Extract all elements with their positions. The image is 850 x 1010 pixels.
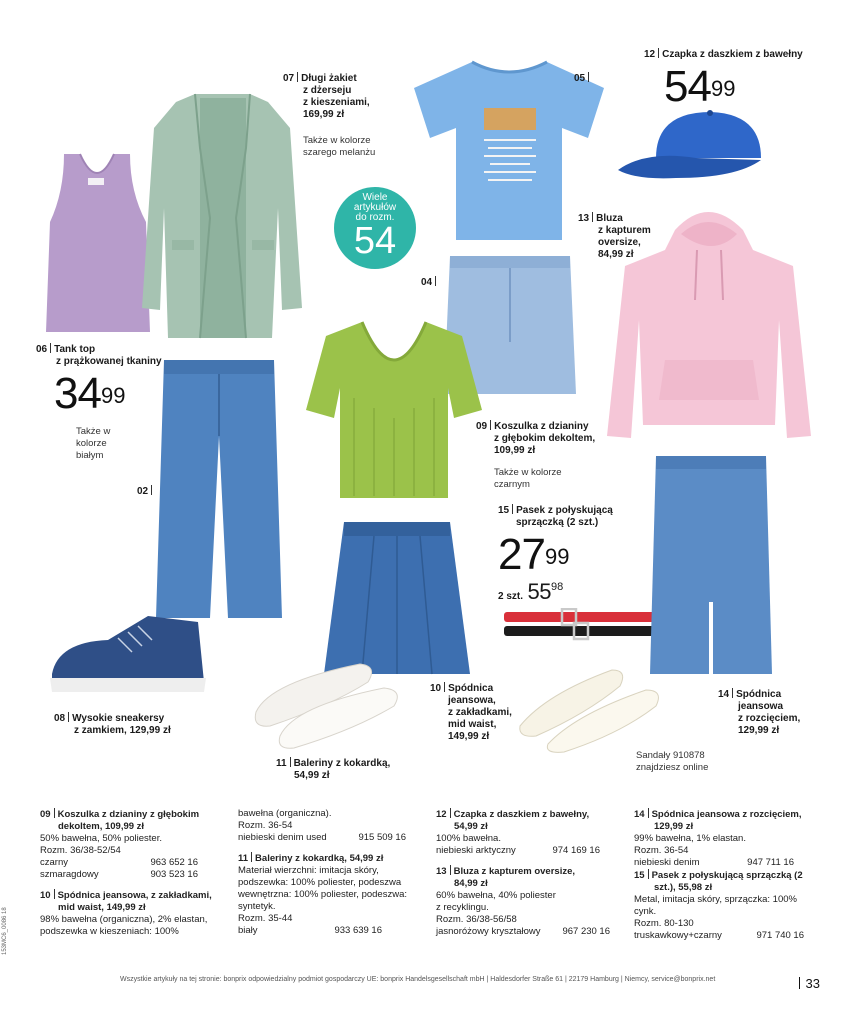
callout-t-shirt bbox=[574, 72, 592, 85]
callout-midi-skirt bbox=[718, 688, 800, 737]
item-number: 09 bbox=[40, 809, 51, 820]
price-dec: 99 bbox=[100, 383, 126, 408]
color-name: czarny bbox=[40, 857, 68, 868]
item-number: 05 bbox=[574, 73, 586, 84]
price-dec: 99 bbox=[710, 76, 736, 101]
color-name: biały bbox=[238, 925, 258, 936]
pair-price-int: 55 bbox=[527, 579, 551, 604]
color-name: niebieski arktyczny bbox=[436, 845, 516, 856]
item-price: 54,99 zł bbox=[294, 770, 330, 781]
material-text: Metal, imitacja skóry, sprzączka: 100% bbox=[634, 894, 797, 905]
item-name: Tank top bbox=[54, 344, 96, 355]
material-text: 50% bawełna, 50% poliester. bbox=[40, 833, 162, 844]
tank-top-image bbox=[42, 152, 152, 337]
callout-pleated-skirt bbox=[430, 682, 512, 743]
detail-title: Bluza z kapturem oversize, bbox=[453, 866, 576, 877]
item-price: 109,99 zł bbox=[494, 445, 536, 456]
item-name: Wysokie sneakersy bbox=[72, 713, 165, 724]
color-name: niebieski denim used bbox=[238, 832, 327, 843]
article-code: 903 523 16 bbox=[150, 869, 198, 880]
item-number: 07 bbox=[283, 73, 295, 84]
material-text: 99% bawełna, 1% elastan. bbox=[634, 833, 746, 844]
item-number: 12 bbox=[644, 49, 656, 60]
page-number: 33 bbox=[799, 976, 820, 991]
item-number: 13 bbox=[578, 213, 590, 224]
callout-tank-top bbox=[36, 343, 162, 462]
wide-jeans-image bbox=[154, 356, 284, 621]
item-name: Pasek z połyskującą bbox=[516, 505, 613, 516]
price-int: 54 bbox=[664, 62, 711, 111]
material-text-line2: podszewka w kieszeniach: 100% bbox=[40, 926, 179, 937]
item-name-line2: z zamkiem, 129,99 zł bbox=[74, 725, 171, 736]
material-text-line4: syntetyk. bbox=[238, 901, 276, 912]
footer-legal-text: Wszystkie artykuły na tej stronie: bonprix odpowiedzialny podmiot gospodarczy UE: bonprix Handelsgesellschaft mbH | Haldesdorfer Straße 61 | 22179 Hamburg | Niemcy, service@bonprix.net bbox=[120, 976, 716, 983]
cap-image bbox=[616, 108, 766, 183]
pair-label: 2 szt. bbox=[498, 591, 524, 602]
badge-size: 54 bbox=[353, 220, 397, 262]
material-text-line2: z recyklingu. bbox=[436, 902, 489, 913]
sneakers-image bbox=[48, 612, 208, 696]
size-text: Rozm. 36/38-56/58 bbox=[436, 914, 517, 925]
badge-text-1: Wiele bbox=[362, 192, 388, 203]
color-note: Także w kolorze bbox=[303, 135, 371, 146]
item-name-line2: jeansowa, bbox=[448, 695, 496, 706]
color-name: niebieski denim bbox=[634, 857, 700, 868]
item-name: Spódnica bbox=[448, 683, 494, 694]
callout-mini-skirt bbox=[421, 276, 439, 289]
item-number: 11 bbox=[238, 853, 249, 864]
price-big bbox=[664, 62, 803, 111]
item-number: 09 bbox=[476, 421, 488, 432]
color-name: jasnoróżowy kryształowy bbox=[436, 926, 541, 937]
detail-title: Baleriny z kokardką, 54,99 zł bbox=[255, 853, 384, 864]
detail-title-line2: dekoltem, 109,99 zł bbox=[58, 821, 145, 832]
item-number: 04 bbox=[421, 277, 433, 288]
item-price: 84,99 zł bbox=[598, 249, 634, 260]
item-name-line2: z prążkowanej tkaniny bbox=[56, 356, 162, 367]
size-badge bbox=[334, 187, 416, 269]
pair-price-dec: 98 bbox=[550, 581, 564, 593]
item-name-line3: z rozcięciem, bbox=[738, 713, 801, 724]
color-note-line3: białym bbox=[76, 450, 104, 461]
callout-belt bbox=[498, 504, 613, 605]
detail-title: Spódnica jeansowa, z zakładkami, bbox=[57, 890, 212, 901]
color-row bbox=[238, 925, 382, 937]
detail-title-line2: szt.), 55,98 zł bbox=[654, 882, 713, 893]
color-row bbox=[634, 857, 794, 869]
item-number: 13 bbox=[436, 866, 447, 877]
article-code: 963 652 16 bbox=[150, 857, 198, 868]
pleated-denim-skirt-image bbox=[322, 518, 472, 678]
details-column-4 bbox=[634, 808, 824, 942]
detail-title: Czapka z daszkiem z bawełny, bbox=[453, 809, 590, 820]
callout-ballerinas bbox=[276, 757, 390, 782]
item-price: 129,99 zł bbox=[738, 725, 780, 736]
badge-text-3: do rozm. bbox=[355, 212, 395, 223]
color-note-line2: czarnym bbox=[494, 479, 530, 490]
callout-sneakers bbox=[54, 712, 171, 737]
color-note-line2: kolorze bbox=[76, 438, 107, 449]
color-row bbox=[436, 845, 600, 857]
sandals-note: Sandały 910878 bbox=[636, 750, 705, 761]
detail-title-line2: 129,99 zł bbox=[654, 821, 694, 832]
article-code: 933 639 16 bbox=[334, 925, 382, 936]
item-number: 15 bbox=[498, 505, 510, 516]
article-code: 967 230 16 bbox=[562, 926, 610, 937]
color-name: truskawkowy+czarny bbox=[634, 930, 722, 941]
pair-price bbox=[498, 579, 613, 605]
price-big bbox=[54, 369, 162, 418]
material-text: 100% bawełna. bbox=[436, 833, 501, 844]
side-code: 153MC6_0086 18 bbox=[2, 907, 8, 955]
item-price: 149,99 zł bbox=[448, 731, 490, 742]
item-number: 14 bbox=[634, 809, 645, 820]
sandals-note-line2: znajdziesz online bbox=[636, 762, 709, 773]
belts-image bbox=[502, 608, 666, 644]
item-name-line2: sprzączką (2 szt.) bbox=[516, 517, 599, 528]
knit-top-image bbox=[304, 318, 484, 503]
item-name: Bluza bbox=[596, 213, 623, 224]
item-name-line3: z zakładkami, bbox=[448, 707, 512, 718]
price-int: 27 bbox=[498, 530, 545, 579]
item-number: 08 bbox=[54, 713, 66, 724]
article-code: 915 509 16 bbox=[358, 832, 406, 843]
details-column-2 bbox=[238, 808, 428, 937]
item-number: 15 bbox=[634, 870, 645, 881]
callout-cap bbox=[644, 48, 803, 109]
article-code: 974 169 16 bbox=[552, 845, 600, 856]
color-note-line2: szarego melanżu bbox=[303, 147, 376, 158]
price-int: 34 bbox=[54, 369, 101, 418]
article-code: 971 740 16 bbox=[756, 930, 804, 941]
item-name: Spódnica bbox=[736, 689, 782, 700]
color-row bbox=[238, 832, 406, 844]
size-text: Rozm. 35-44 bbox=[238, 913, 293, 924]
item-number: 06 bbox=[36, 344, 48, 355]
material-text: 98% bawełna (organiczna), 2% elastan, bbox=[40, 914, 208, 925]
details-column-1 bbox=[40, 808, 230, 938]
item-name-line3: z kieszeniami, bbox=[303, 97, 370, 108]
callout-jeans bbox=[137, 485, 155, 498]
item-number: 11 bbox=[276, 758, 287, 769]
color-name: szmaragdowy bbox=[40, 869, 99, 880]
detail-title-line2: 54,99 zł bbox=[454, 821, 488, 832]
size-text: Rozm. 36-54 bbox=[238, 820, 293, 831]
callout-knit-top bbox=[476, 420, 595, 491]
details-column-3 bbox=[436, 808, 626, 938]
price-big bbox=[498, 530, 613, 579]
item-name-line4: mid waist, bbox=[448, 719, 497, 730]
material-text-line3: bawełna (organiczna). bbox=[238, 808, 332, 819]
item-number: 10 bbox=[40, 890, 51, 901]
callout-blazer bbox=[283, 72, 375, 159]
material-text-line2: podszewka: 100% poliester, podeszwa bbox=[238, 877, 402, 888]
detail-title-line2: 84,99 zł bbox=[454, 878, 488, 889]
color-note: Także w kolorze bbox=[494, 467, 562, 478]
size-text: Rozm. 80-130 bbox=[634, 918, 694, 929]
item-name: Koszulka z dzianiny bbox=[494, 421, 589, 432]
material-text-line3: wewnętrzna: 100% poliester, podeszwa: bbox=[238, 889, 407, 900]
item-name-line2: z kapturem bbox=[598, 225, 651, 236]
ballerinas-image bbox=[250, 662, 406, 752]
item-name-line2: z dżerseju bbox=[303, 85, 352, 96]
color-note: Także w bbox=[76, 426, 111, 437]
size-text: Rozm. 36/38-52/54 bbox=[40, 845, 121, 856]
color-row bbox=[436, 926, 610, 938]
item-name: Długi żakiet bbox=[301, 73, 357, 84]
item-name: Baleriny z kokardką, bbox=[293, 758, 391, 769]
item-number: 14 bbox=[718, 689, 730, 700]
material-text: Materiał wierzchni: imitacja skóry, bbox=[238, 865, 379, 876]
price-dec: 99 bbox=[544, 544, 570, 569]
detail-title: Koszulka z dzianiny z głębokim bbox=[57, 809, 200, 820]
detail-title: Pasek z połyskującą sprzączką (2 bbox=[651, 870, 803, 881]
item-name-line2: jeansowa bbox=[738, 701, 784, 712]
callout-hoodie bbox=[578, 212, 651, 261]
color-row bbox=[40, 869, 198, 881]
detail-title: Spódnica jeansowa z rozcięciem, bbox=[651, 809, 802, 820]
item-name-line2: z głębokim dekoltem, bbox=[494, 433, 596, 444]
detail-title-line2: mid waist, 149,99 zł bbox=[58, 902, 146, 913]
article-code: 947 711 16 bbox=[747, 857, 794, 868]
material-text: 60% bawełna, 40% poliester bbox=[436, 890, 556, 901]
item-price: 169,99 zł bbox=[303, 109, 345, 120]
color-row bbox=[634, 930, 804, 942]
badge-text-2: artykułów bbox=[353, 202, 397, 213]
color-row bbox=[40, 857, 198, 869]
callout-sandals bbox=[636, 750, 708, 774]
item-name-line3: oversize, bbox=[598, 237, 641, 248]
blazer-image bbox=[140, 88, 306, 343]
item-number: 12 bbox=[436, 809, 447, 820]
item-number: 02 bbox=[137, 486, 149, 497]
sandals-image bbox=[516, 664, 668, 756]
item-number: 10 bbox=[430, 683, 442, 694]
item-name: Czapka z daszkiem z bawełny bbox=[662, 49, 803, 60]
size-text: Rozm. 36-54 bbox=[634, 845, 689, 856]
denim-midi-skirt-image bbox=[648, 452, 774, 677]
material-text-line2: cynk. bbox=[634, 906, 657, 917]
